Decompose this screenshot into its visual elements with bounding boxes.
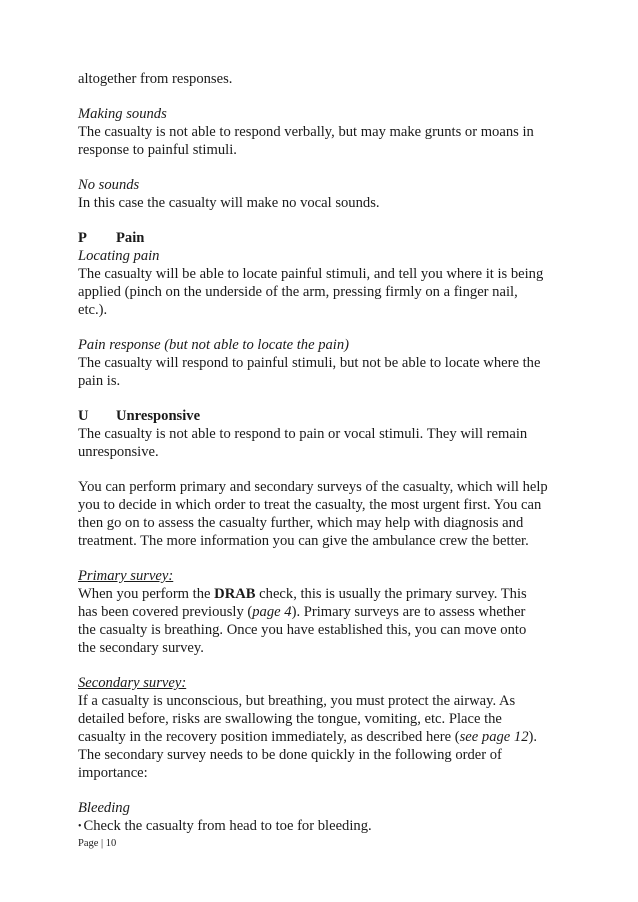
surveys-line: you to decide in which order to treat the casualty, the most urgent first. You can: [78, 497, 542, 513]
bleeding-item-text: Check the casualty from head to toe for bleeding.: [83, 818, 372, 834]
bullet-icon: •: [78, 821, 82, 832]
unresponsive-letter: U: [78, 408, 89, 424]
making-sounds-line: response to painful stimuli.: [78, 142, 237, 158]
bleeding-section: [78, 799, 578, 836]
surveys-line: You can perform primary and secondary surveys of the casualty, which will help: [78, 479, 548, 495]
primary-line-pre: has been covered previously (: [78, 604, 253, 620]
surveys-line: treatment. The more information you can give the ambulance crew the better.: [78, 533, 529, 549]
no-sounds-heading: No sounds: [78, 177, 140, 193]
secondary-line: The secondary survey needs to be done quickly in the following order of: [78, 747, 502, 763]
pain-response-line: The casualty will respond to painful stimuli, but not be able to locate where the: [78, 355, 541, 371]
secondary-line-post: ).: [528, 729, 538, 745]
making-sounds-heading: Making sounds: [78, 106, 167, 122]
bleeding-list-item: [78, 818, 372, 834]
secondary-line: If a casualty is unconscious, but breathing, you must protect the airway. As: [78, 693, 516, 709]
primary-survey-section: [78, 567, 578, 657]
locating-pain-section: [78, 247, 578, 319]
pain-response-section: [78, 336, 578, 390]
secondary-line: importance:: [78, 765, 148, 781]
surveys-paragraph: [78, 478, 578, 550]
secondary-survey-heading: Secondary survey:: [78, 675, 187, 691]
primary-line: the secondary survey.: [78, 640, 204, 656]
page-reference: see page 12: [459, 729, 529, 745]
secondary-survey-section: [78, 674, 578, 782]
locating-pain-line: The casualty will be able to locate painful stimuli, and tell you where it is being: [78, 266, 544, 282]
making-sounds-section: [78, 105, 578, 159]
no-sounds-section: [78, 176, 578, 212]
primary-line-post: ). Primary surveys are to assess whether: [291, 604, 526, 620]
primary-line: the casualty is breathing. Once you have established this, you can move onto: [78, 622, 527, 638]
primary-line-post: check, this is usually the primary survey. This: [255, 586, 527, 602]
pain-heading: [78, 229, 578, 247]
drab-term: DRAB: [214, 586, 256, 602]
pain-letter: P: [78, 230, 87, 246]
page-number-footer: Page | 10: [78, 838, 117, 849]
locating-pain-line: etc.).: [78, 302, 108, 318]
unresponsive-line: The casualty is not able to respond to pain or vocal stimuli. They will remain: [78, 426, 528, 442]
document-page: [78, 70, 578, 836]
intro-text: altogether from responses.: [78, 71, 233, 87]
pain-response-line: pain is.: [78, 373, 121, 389]
page-reference: page 4: [252, 604, 292, 620]
primary-line-pre: When you perform the: [78, 586, 215, 602]
unresponsive-title: Unresponsive: [116, 408, 201, 424]
locating-pain-heading: Locating pain: [78, 248, 160, 264]
secondary-line-pre: casualty in the recovery position immediately, as described here (: [78, 729, 460, 745]
unresponsive-section: [78, 425, 578, 461]
pain-title: Pain: [116, 230, 145, 246]
secondary-line: detailed before, risks are swallowing the tongue, vomiting, etc. Place the: [78, 711, 502, 727]
no-sounds-line: In this case the casualty will make no vocal sounds.: [78, 195, 380, 211]
unresponsive-line: unresponsive.: [78, 444, 159, 460]
pain-response-heading: Pain response (but not able to locate the pain): [78, 337, 350, 353]
making-sounds-line: The casualty is not able to respond verbally, but may make grunts or moans in: [78, 124, 534, 140]
primary-survey-heading: Primary survey:: [78, 568, 174, 584]
locating-pain-line: applied (pinch on the underside of the arm, pressing firmly on a finger nail,: [78, 284, 518, 300]
bleeding-heading: Bleeding: [78, 800, 130, 816]
surveys-line: then go on to assess the casualty further, which may help with diagnosis and: [78, 515, 524, 531]
unresponsive-heading: [78, 407, 578, 425]
